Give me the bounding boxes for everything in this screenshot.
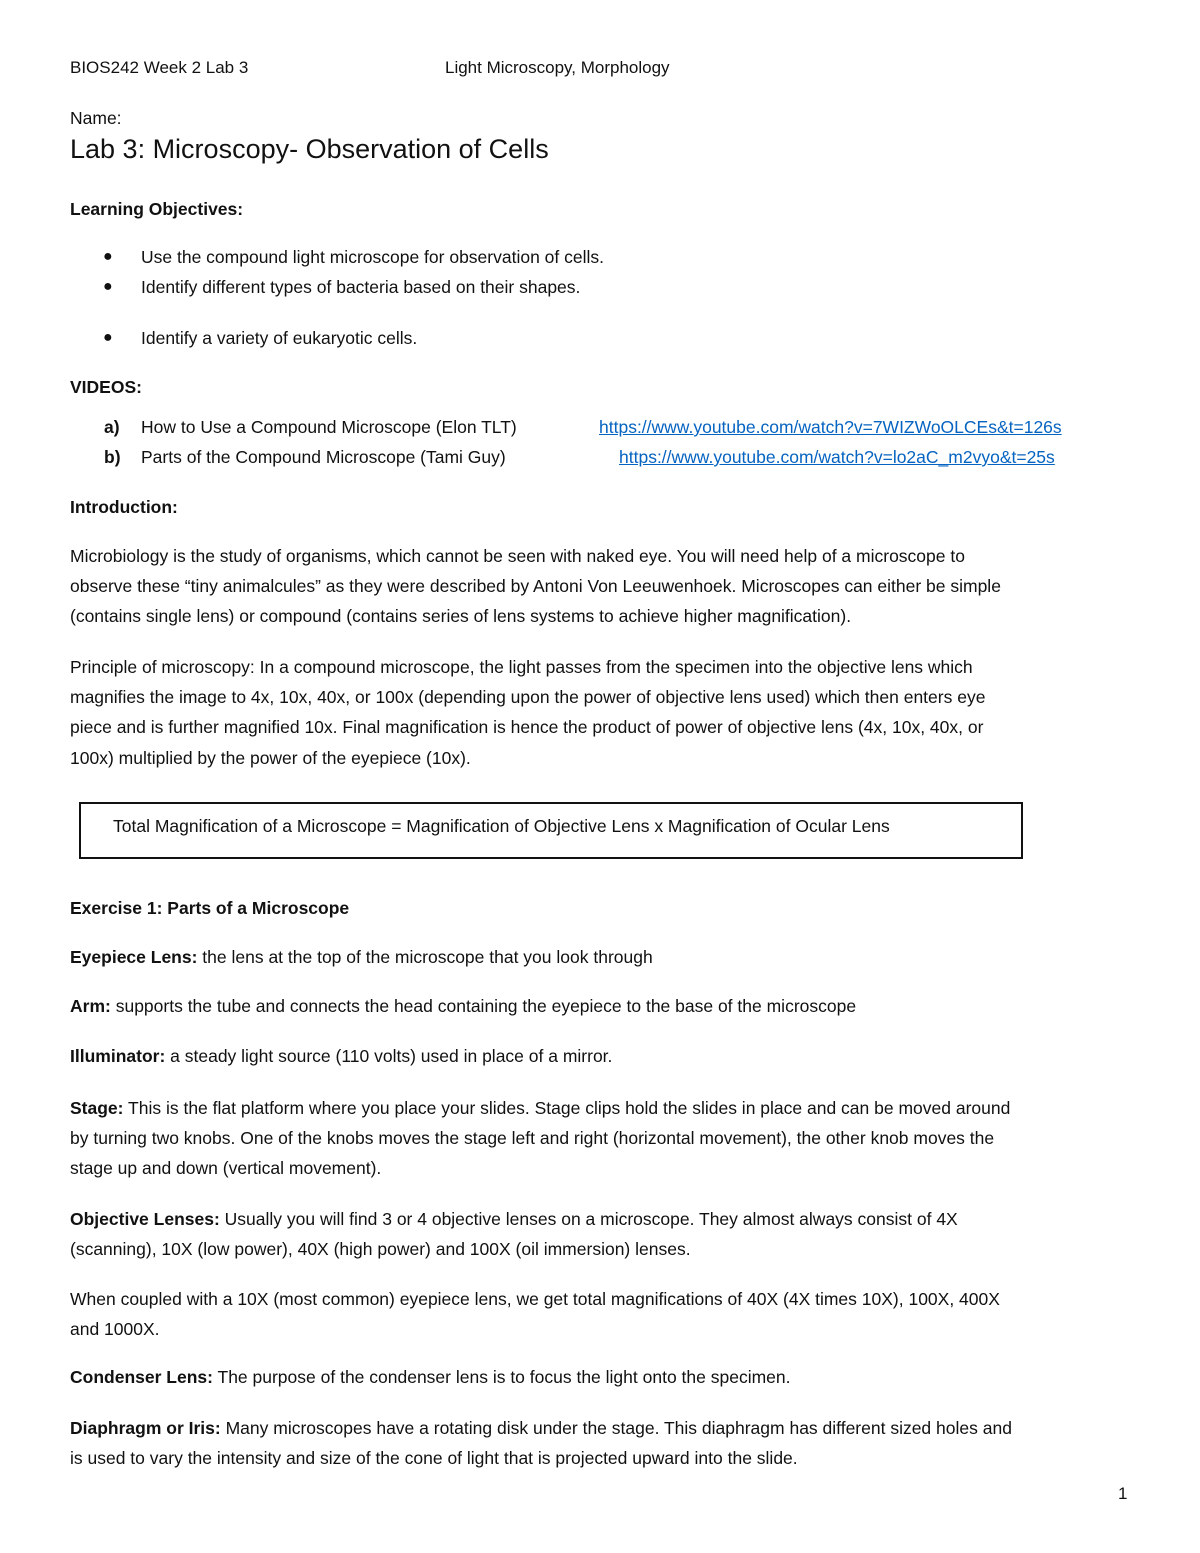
- bullet-icon: ●: [103, 278, 113, 295]
- objective-item: Identify different types of bacteria based on their shapes.: [141, 277, 581, 297]
- formula-box: [79, 802, 1023, 859]
- objective-definition: [70, 1204, 1132, 1264]
- term-label: Arm:: [70, 996, 111, 1016]
- coupled-paragraph: [70, 1284, 1132, 1344]
- paragraph-line: magnifies the image to 4x, 10x, 40x, or 100x (depending upon the power of objective lens used) which then enters eye: [70, 687, 986, 708]
- paragraph-line: piece and is further magnified 10x. Final magnification is hence the product of power of objective lens (4x, 10x, 40x, or: [70, 717, 984, 738]
- stage-definition: [70, 1093, 1132, 1184]
- term-label: Illuminator:: [70, 1046, 166, 1066]
- term-label: Objective Lenses:: [70, 1209, 220, 1229]
- paragraph-line: [70, 1093, 1132, 1123]
- term-text: a steady light source (110 volts) used in place of a mirror.: [165, 1046, 613, 1066]
- term-label: Eyepiece Lens:: [70, 947, 198, 967]
- intro-paragraph-2: [70, 652, 1132, 773]
- paragraph-line: stage up and down (vertical movement).: [70, 1158, 382, 1179]
- formula-text: Total Magnification of a Microscope = Magnification of Objective Lens x Magnification of Ocular Lens: [113, 816, 890, 836]
- arm-definition: [70, 996, 856, 1017]
- video-label: How to Use a Compound Microscope (Elon TLT): [141, 417, 517, 437]
- term-label: Condenser Lens:: [70, 1367, 213, 1387]
- paragraph-line: is used to vary the intensity and size of the cone of light that is projected upward into the slide.: [70, 1448, 798, 1469]
- objective-item: Identify a variety of eukaryotic cells.: [141, 328, 418, 348]
- term-label: Stage:: [70, 1098, 124, 1118]
- page-title: Lab 3: Microscopy- Observation of Cells: [70, 134, 549, 164]
- videos-heading: VIDEOS:: [70, 377, 142, 397]
- video-marker: a): [104, 417, 120, 437]
- exercise1-heading: Exercise 1: Parts of a Microscope: [70, 898, 350, 918]
- term-label: Diaphragm or Iris:: [70, 1418, 221, 1438]
- term-text: the lens at the top of the microscope that you look through: [197, 947, 653, 967]
- name-label: Name:: [70, 108, 122, 128]
- paragraph-line: 100x) multiplied by the power of the eyepiece (10x).: [70, 747, 471, 768]
- term-text: Many microscopes have a rotating disk under the stage. This diaphragm has different sized holes and: [220, 1418, 1012, 1438]
- header-left: BIOS242 Week 2 Lab 3: [70, 58, 249, 77]
- bullet-icon: ●: [103, 248, 113, 265]
- header-center: Light Microscopy, Morphology: [445, 58, 670, 77]
- condenser-definition: [70, 1367, 791, 1388]
- paragraph-line: When coupled with a 10X (most common) eyepiece lens, we get total magnifications of 40X (4X times 10X), 100X, 400X: [70, 1289, 1000, 1309]
- diaphragm-definition: [70, 1413, 1132, 1473]
- paragraph-line: and 1000X.: [70, 1319, 160, 1340]
- eyepiece-definition: [70, 947, 653, 968]
- paragraph-line: (scanning), 10X (low power), 40X (high power) and 100X (oil immersion) lenses.: [70, 1239, 691, 1260]
- page-number: 1: [1118, 1484, 1128, 1503]
- paragraph-line: Microbiology is the study of organisms, which cannot be seen with naked eye. You will need help of a microscope to: [70, 546, 965, 566]
- term-text: The purpose of the condenser lens is to focus the light onto the specimen.: [212, 1367, 791, 1387]
- paragraph-line: Principle of microscopy: In a compound microscope, the light passes from the specimen into the objective lens which: [70, 657, 973, 677]
- term-text: Usually you will find 3 or 4 objective lenses on a microscope. They almost always consist of 4X: [219, 1209, 958, 1229]
- term-text: This is the flat platform where you place your slides. Stage clips hold the slides in place and can be moved around: [123, 1098, 1011, 1118]
- paragraph-line: [70, 1204, 1132, 1234]
- illuminator-definition: [70, 1046, 612, 1067]
- introduction-heading: Introduction:: [70, 497, 178, 517]
- video-label: Parts of the Compound Microscope (Tami Guy): [141, 447, 506, 467]
- video-marker: b): [104, 447, 121, 467]
- intro-paragraph-1: [70, 541, 1132, 632]
- bullet-icon: ●: [103, 329, 113, 346]
- video-link[interactable]: https://www.youtube.com/watch?v=lo2aC_m2vyo&t=25s: [619, 447, 1055, 467]
- video-link[interactable]: https://www.youtube.com/watch?v=7WIZWoOLCEs&t=126s: [599, 417, 1062, 437]
- paragraph-line: by turning two knobs. One of the knobs moves the stage left and right (horizontal movement), the other knob moves the: [70, 1128, 995, 1149]
- paragraph-line: observe these “tiny animalcules” as they were described by Antoni Von Leeuwenhoek. Microscopes can either be simple: [70, 576, 1001, 597]
- objective-item: Use the compound light microscope for observation of cells.: [141, 247, 605, 267]
- objectives-heading: Learning Objectives:: [70, 199, 244, 219]
- paragraph-line: (contains single lens) or compound (contains series of lens systems to achieve higher magnification).: [70, 606, 852, 627]
- term-text: supports the tube and connects the head containing the eyepiece to the base of the microscope: [110, 996, 857, 1016]
- paragraph-line: [70, 1413, 1132, 1443]
